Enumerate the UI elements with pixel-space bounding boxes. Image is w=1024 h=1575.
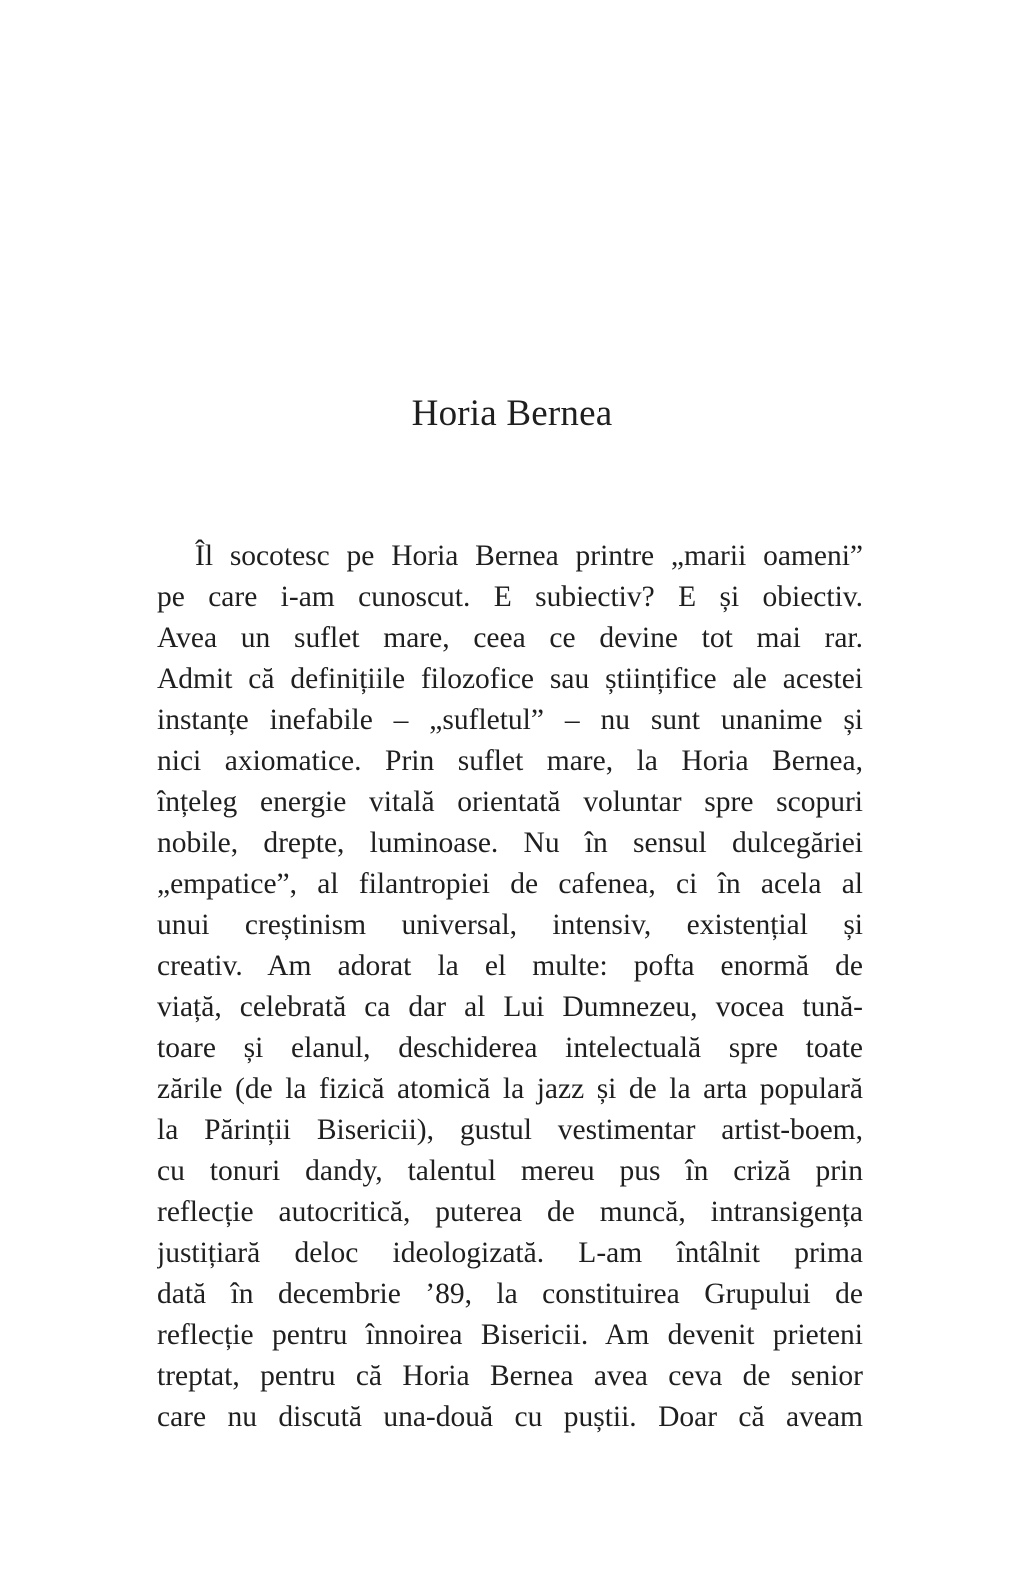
text-line: unui creștinism universal, intensiv, existențial și	[157, 909, 863, 941]
text-line: instanțe inefabile – „sufletul” – nu sunt unanime și	[157, 704, 863, 736]
body-paragraph	[157, 536, 863, 1438]
text-line: toare și elanul, deschiderea intelectuală spre toate	[157, 1032, 863, 1064]
text-line: Admit că definițiile filozofice sau științifice ale acestei	[157, 663, 863, 695]
text-line: zările (de la fizică atomică la jazz și de la arta populară	[157, 1073, 863, 1105]
text-line: Avea un suflet mare, ceea ce devine tot mai rar.	[157, 622, 863, 654]
text-line: „empatice”, al filantropiei de cafenea, ci în acela al	[157, 868, 863, 900]
text-line: cu tonuri dandy, talentul mereu pus în criză prin	[157, 1155, 863, 1187]
text-line: creativ. Am adorat la el multe: pofta enormă de	[157, 950, 863, 982]
text-line: reflecție autocritică, puterea de muncă, intransigența	[157, 1196, 863, 1228]
text-line: la Părinții Bisericii), gustul vestimentar artist-boem,	[157, 1114, 863, 1146]
text-line: înțeleg energie vitală orientată voluntar spre scopuri	[157, 786, 863, 818]
text-line: nobile, drepte, luminoase. Nu în sensul dulcegăriei	[157, 827, 863, 859]
text-line: viață, celebrată ca dar al Lui Dumnezeu, vocea tună-	[157, 991, 863, 1023]
text-line: reflecție pentru înnoirea Bisericii. Am devenit prieteni	[157, 1319, 863, 1351]
text-line: treptat, pentru că Horia Bernea avea ceva de senior	[157, 1360, 863, 1392]
chapter-title: Horia Bernea	[411, 393, 613, 434]
text-line: nici axiomatice. Prin suflet mare, la Horia Bernea,	[157, 745, 863, 777]
text-line: dată în decembrie ’89, la constituirea Grupului de	[157, 1278, 863, 1310]
text-line: care nu discută una-două cu puștii. Doar că aveam	[157, 1401, 863, 1433]
text-line: Îl socotesc pe Horia Bernea printre „marii oameni”	[195, 540, 863, 572]
text-line: pe care i-am cunoscut. E subiectiv? E și obiectiv.	[157, 581, 863, 613]
text-line: justițiară deloc ideologizată. L-am întâlnit prima	[157, 1237, 863, 1269]
